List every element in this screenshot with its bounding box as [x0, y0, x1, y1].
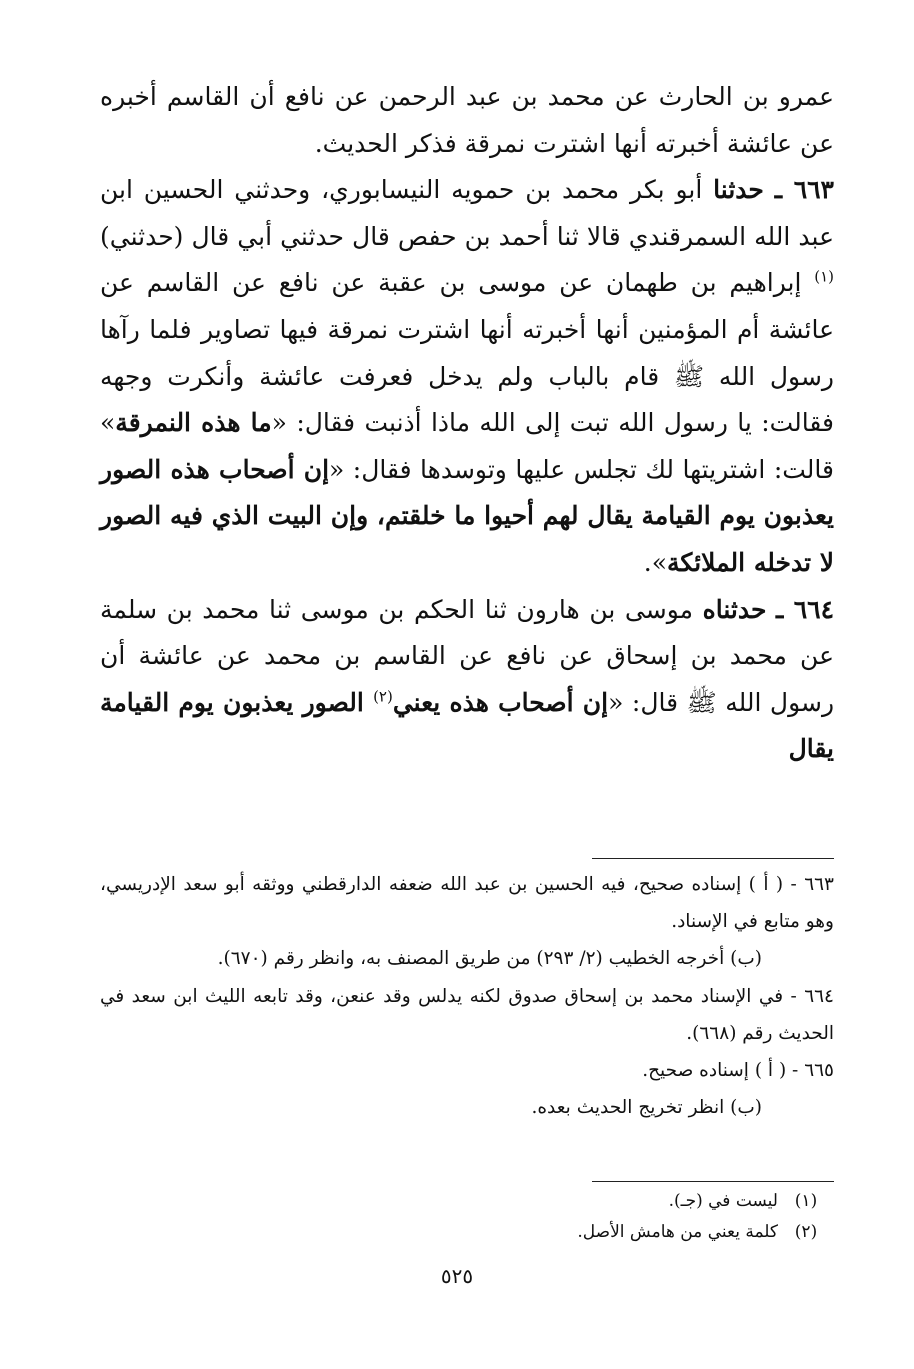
main-text: [100, 74, 834, 773]
hadith-text: موسى بن هارون ثنا الحكم بن موسى ثنا محمد بن سلمة عن محمد بن إسحاق عن نافع عن القاسم بن محمد عن عائشة أن رسول الله ﷺ قال: «: [100, 594, 835, 717]
note-663-a: ٦٦٣ - ( أ ) إسناده صحيح، فيه الحسين بن عبد الله ضعفه الدارقطني ووثقه أبو سعد الإدريسي، وهو متابع في الإسناد.: [100, 874, 834, 933]
footnote-number: (١): [794, 1191, 818, 1211]
note-665-b: (ب) انظر تخريج الحديث بعده.: [531, 1097, 762, 1119]
takhrij-notes: [100, 866, 834, 1126]
footnote-number: (٢): [794, 1222, 818, 1242]
hadith-quote: إن أصحاب هذه الصور يعذبون يوم القيامة يقال لهم أحيوا ما خلقتم، وإن البيت الذي فيه الصور لا تدخله الملائكة: [100, 454, 834, 577]
footnote: [400, 1217, 834, 1248]
footnote: [400, 1186, 834, 1217]
paragraph-continuation: عمرو بن الحارث عن محمد بن عبد الرحمن عن نافع أن القاسم أخبره عن عائشة أخبرته أنها اشترت نمرقة فذكر الحديث.: [100, 82, 834, 158]
hadith-lead-word: حدثناه: [702, 594, 767, 624]
hadith-number: ٦٦٤ ـ: [776, 594, 835, 624]
hadith-quote: الصور يعذبون يوم القيامة يقال: [100, 687, 834, 764]
footnote-text: كلمة يعني من هامش الأصل.: [577, 1222, 778, 1242]
hadith-text: ».: [643, 547, 668, 577]
hadith-text: » قالت: اشتريتها لك تجلس عليها وتوسدها فقال: «: [100, 408, 834, 484]
hadith-quote: ما هذه النمرقة: [115, 408, 272, 438]
hadith-number: ٦٦٣ ـ: [774, 175, 834, 205]
page-number: ٥٢٥: [440, 1264, 474, 1288]
note-664: ٦٦٤ - في الإسناد محمد بن إسحاق صدوق لكنه يدلس وقد عنعن، وقد تابعه الليث ابن سعد في الحديث رقم (٦٦٨).: [100, 985, 834, 1044]
hadith-text: أبو بكر محمد بن حمويه النيسابوري، وحدثني الحسين ابن عبد الله السمرقندي قالا ثنا أحمد بن حفص قال حدثني أبي قال (حدثني): [100, 175, 834, 251]
footnote-text: ليست في (جـ).: [668, 1191, 778, 1211]
footnote-ref: (٢): [373, 687, 393, 706]
hadith-quote: إن أصحاب هذه يعني: [392, 687, 609, 717]
notes-divider: [592, 858, 834, 859]
hadith-664: [100, 587, 834, 773]
note-663-b: (ب) أخرجه الخطيب (٢/ ٢٩٣) من طريق المصنف به، وانظر رقم (٦٧٠).: [217, 948, 762, 970]
hadith-lead-word: حدثنا: [713, 175, 764, 205]
note-665-a: ٦٦٥ - ( أ ) إسناده صحيح.: [642, 1060, 834, 1082]
footnote-ref: (١): [814, 268, 834, 287]
hadith-text: إبراهيم بن طهمان عن موسى بن عقبة عن نافع عن القاسم عن عائشة أم المؤمنين أنها أخبرته أنها اشترت نمرقة فيها تصاوير فلما رآها رسول الله ﷺ قام بالباب ولم يدخل فعرفت عائشة وأنكرت وجهه فقالت: يا رسول الله تبت إلى الله ماذا أذنبت فقال: «: [100, 268, 834, 438]
footnotes: [400, 1186, 834, 1248]
hadith-663: [100, 167, 834, 586]
footnotes-divider: [592, 1181, 834, 1182]
